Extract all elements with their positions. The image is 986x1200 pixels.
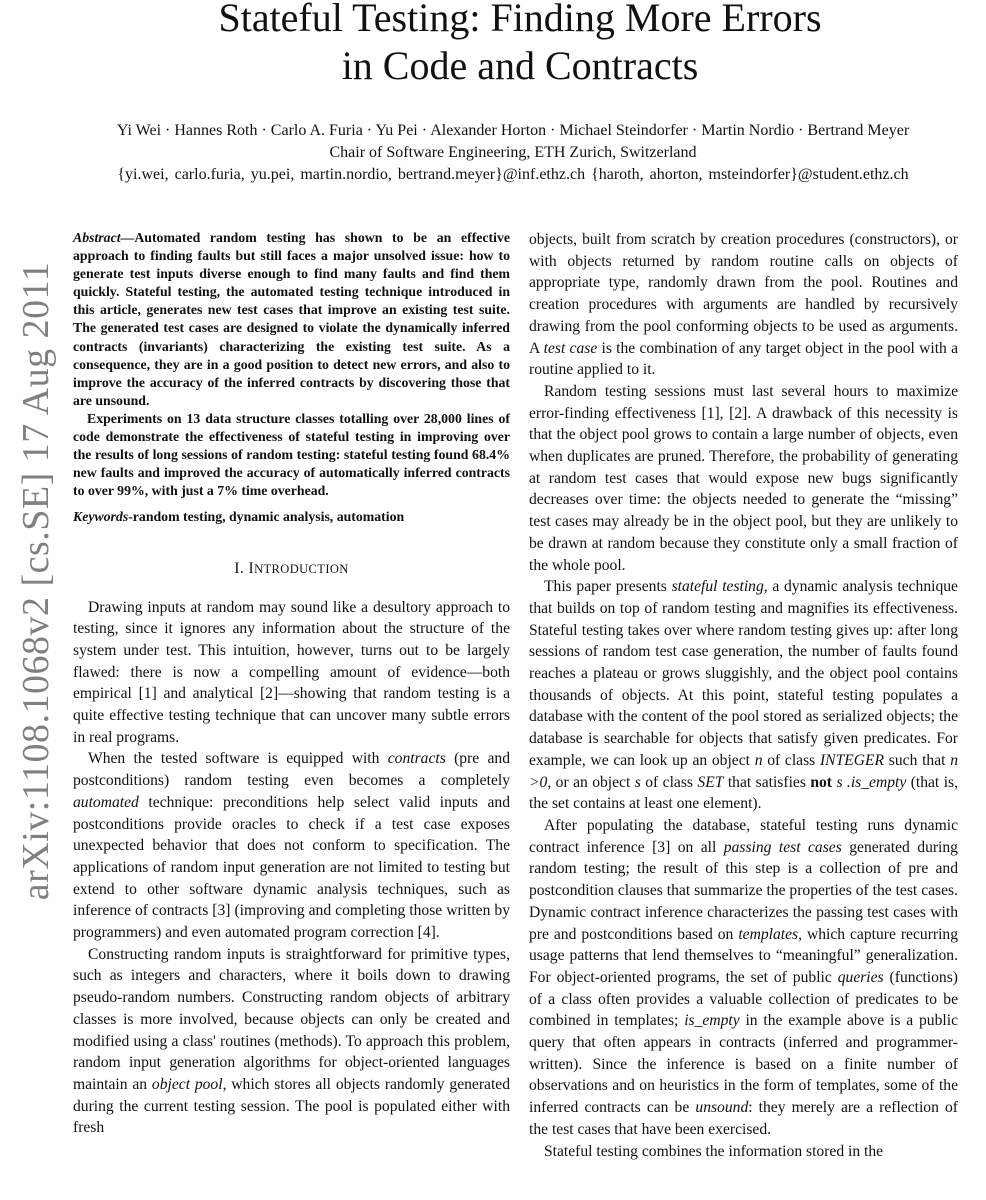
affiliation: Chair of Software Engineering, ETH Zurich, Switzerland	[329, 144, 697, 161]
right-paragraph-1: objects, built from scratch by creation procedures (constructors), or with objects returned by random routine calls on objects of appropriate type, randomly drawn from the pool. Routines and creation procedures with arguments are handled by recursively drawing from the pool conforming objects to be used as arguments. A test case is the combination of any target object in the pool with a routine applied to it.	[529, 231, 958, 379]
section-title-rest: NTRODUCTION	[254, 561, 349, 576]
section-number: I.	[234, 559, 245, 577]
right-column	[529, 229, 958, 1162]
abstract-body: —Automated random testing has shown to be an effective approach to finding faults but still faces a major unsolved issue: how to generate test inputs diverse enough to find many faults and find them quickly. Stateful testing, the automated testing technique introduced in this article, generates new test cases that improve an existing test suite. The generated test cases are designed to violate the dynamically inferred contracts (invariants) characterizing the existing test suite. As a consequence, they are in a good position to detect new errors, and also to improve the accuracy of the inferred contracts by discovering those that are unsound.	[73, 230, 510, 408]
keywords-list: -random testing, dynamic analysis, automation	[128, 509, 405, 525]
intro-paragraph-1: Drawing inputs at random may sound like a desultory approach to testing, since it ignores any information about the structure of the system under test. This intuition, however, turns out to be largely flawed: there is now a compelling amount of evidence—both empirical [1] and analytical [2]—showing that random testing is a quite effective testing technique that can uncover many subtle errors in real programs.	[73, 598, 510, 746]
section-heading-introduction	[73, 559, 510, 579]
author-emails: {yi.wei, carlo.furia, yu.pei, martin.nordio, bertrand.meyer}@inf.ethz.ch {haroth, ahorton, msteindorfer}@student.ethz.ch	[117, 166, 909, 183]
right-paragraph-3: This paper presents stateful testing, a dynamic analysis technique that builds on top of random testing and magnifies its effectiveness. Stateful testing takes over where random testing gives up: after long sessions of random test case generation, the number of faults found reaches a plateau or grows sluggishly, and the object pool contains thousands of objects. At this point, stateful testing populates a database with the content of the pool stored as serialized objects; the database is searchable for objects that satisfy given predicates. For example, we can look up an object n of class INTEGER such that n >0, or an object s of class SET that satisfies not s .is_empty (that is, the set contains at least one element).	[529, 578, 958, 813]
paper-title	[0, 0, 986, 90]
author-list: Yi Wei · Hannes Roth · Carlo A. Furia · Yu Pei · Alexander Horton · Michael Steindorfer · Martin Nordio · Bertrand Meyer	[116, 122, 910, 139]
arxiv-stamp: arXiv:1108.1068v2 [cs.SE] 17 Aug 2011	[15, 261, 57, 901]
keywords	[73, 508, 510, 526]
abstract-lead: Abstract	[73, 230, 121, 245]
title-line-2: in Code and Contracts	[341, 43, 699, 88]
intro-paragraph-3: Constructing random inputs is straightforward for primitive types, such as integers and characters, where it boils down to drawing pseudo-random numbers. Constructing random objects of arbitrary classes is more involved, because objects can only be created and modified using a class' routines (methods). To approach this problem, random input generation algorithms for object-oriented languages maintain an object pool, which stores all objects randomly generated during the current testing session. The pool is populated either with fresh	[73, 945, 510, 1137]
keywords-lead: Keywords	[73, 509, 129, 525]
section-title-initial: I	[248, 559, 255, 577]
intro-paragraph-2: When the tested software is equipped with contracts (pre and postconditions) random testing even becomes a completely automated technique: preconditions help select valid inputs and postconditions provide oracles to check if a test case exposes unexpected behavior that does not conform to specification. The applications of random input generation are not limited to testing but extend to other software dynamic analysis techniques, such as inference of contracts [3] (improving and completing those written by programmers) and even automated program correction [4].	[73, 750, 510, 942]
right-paragraph-4: After populating the database, stateful testing runs dynamic contract inference [3] on all passing test cases generated during random testing; the result of this step is a collection of pre and postcondition clauses that summarize the properties of the test cases. Dynamic contract inference characterizes the passing test cases with pre and postconditions based on templates, which capture recurring usage patterns that lend themselves to “meaningful” generalization. For object-oriented programs, the set of public queries (functions) of a class often provides a valuable collection of predicates to be combined in templates; is_empty in the example above is a public query that often appears in contracts (inferred and programmer-written). Since the inference is based on a finite number of observations and on heuristics in the form of templates, some of the inferred contracts can be unsound: they merely are a reflection of the test cases that have been exercised.	[529, 816, 959, 1138]
abstract-paragraph-2: Experiments on 13 data structure classes totalling over 28,000 lines of code demonstrate the effectiveness of stateful testing in improving over the results of long sessions of random testing: stateful testing found 68.4% new faults and improved the accuracy of automatically inferred contracts to over 99%, with just a 7% time overhead.	[73, 410, 510, 499]
right-paragraph-2: Random testing sessions must last several hours to maximize error-finding effectiveness [1], [2]. A drawback of this necessity is that the object pool grows to contain a large number of objects, even when duplicates are pruned. Therefore, the probability of generating at random test cases that would expose new bugs significantly decreases over time: the objects needed to generate the “missing” test cases may already be in the object pool, but they are unlikely to be drawn at random because they constitute only a small fraction of the whole pool.	[529, 382, 958, 574]
title-line-1: Stateful Testing: Finding More Errors	[218, 0, 822, 40]
left-column	[73, 229, 510, 1139]
right-paragraph-5: Stateful testing combines the information stored in the	[544, 1142, 884, 1160]
abstract	[73, 229, 510, 410]
